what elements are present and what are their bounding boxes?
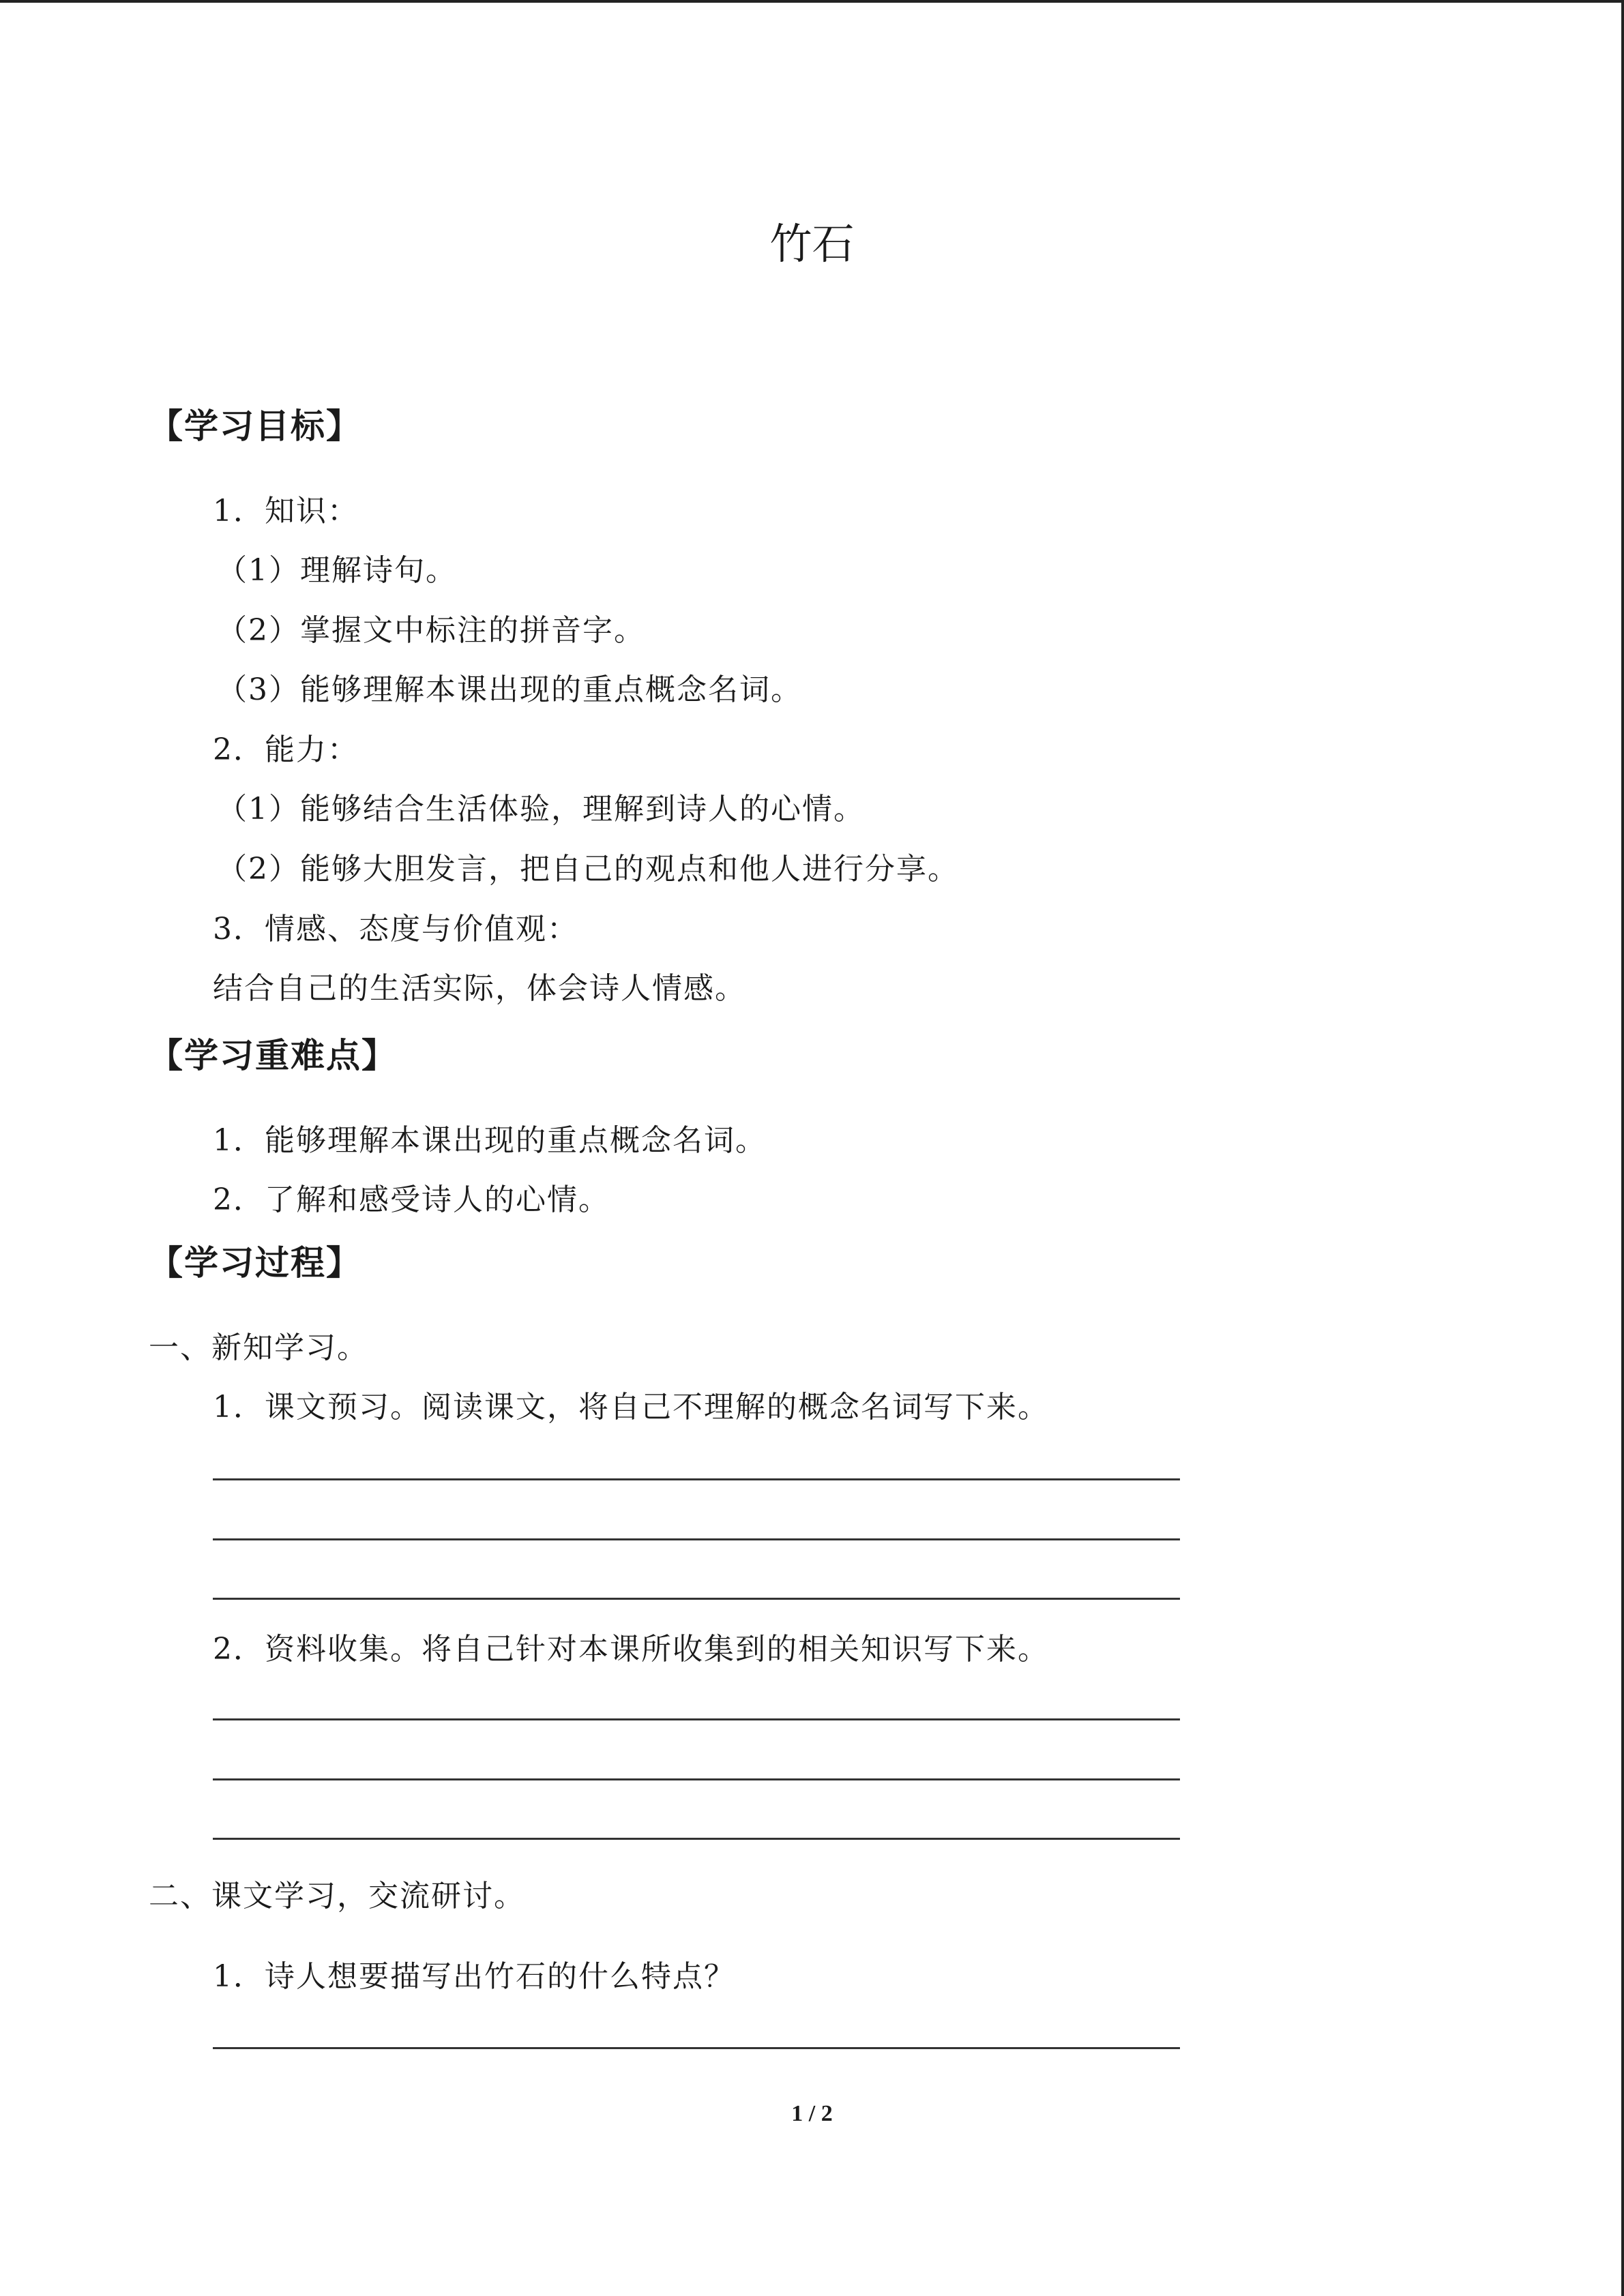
right-border	[1621, 0, 1624, 2296]
objective-line: 结合自己的生活实际，体会诗人情感。	[213, 971, 746, 1006]
answer-blank-line[interactable]	[213, 1538, 1180, 1540]
section-heading-key-points: 【学习重难点】	[149, 1036, 397, 1075]
objective-line: （3）能够理解本课出现的重点概念名词。	[217, 672, 802, 707]
part-one-title: 一、新知学习。	[149, 1330, 368, 1365]
answer-blank-line[interactable]	[213, 2047, 1180, 2049]
answer-blank-line[interactable]	[213, 1478, 1180, 1480]
question-preview: 1．课文预习。阅读课文，将自己不理解的概念名词写下来。	[213, 1390, 1049, 1425]
answer-blank-line[interactable]	[213, 1838, 1180, 1840]
top-border	[0, 0, 1624, 3]
page-number: 1 / 2	[791, 2101, 833, 2126]
question-materials: 2．资料收集。将自己针对本课所收集到的相关知识写下来。	[213, 1632, 1049, 1667]
page-title: 竹石	[769, 219, 855, 269]
objective-line: （1）能够结合生活体验，理解到诗人的心情。	[217, 792, 865, 826]
objective-line: 2．能力：	[213, 732, 359, 767]
key-point-line: 2．了解和感受诗人的心情。	[213, 1182, 610, 1217]
section-heading-objectives: 【学习目标】	[149, 406, 361, 446]
section-heading-process: 【学习过程】	[149, 1243, 361, 1283]
key-point-line: 1．能够理解本课出现的重点概念名词。	[213, 1123, 767, 1158]
answer-blank-line[interactable]	[213, 1718, 1180, 1720]
answer-blank-line[interactable]	[213, 1598, 1180, 1600]
objective-line: 3．情感、态度与价值观：	[213, 912, 578, 946]
objective-line: （2）能够大胆发言，把自己的观点和他人进行分享。	[217, 852, 959, 886]
part-two-title: 二、课文学习，交流研讨。	[149, 1879, 525, 1913]
objective-line: （2）掌握文中标注的拼音字。	[217, 613, 645, 648]
objective-line: 1．知识：	[213, 494, 359, 528]
answer-blank-line[interactable]	[213, 1778, 1180, 1780]
objective-line: （1）理解诗句。	[217, 553, 457, 588]
question-features: 1．诗人想要描写出竹石的什么特点？	[213, 1959, 735, 1994]
